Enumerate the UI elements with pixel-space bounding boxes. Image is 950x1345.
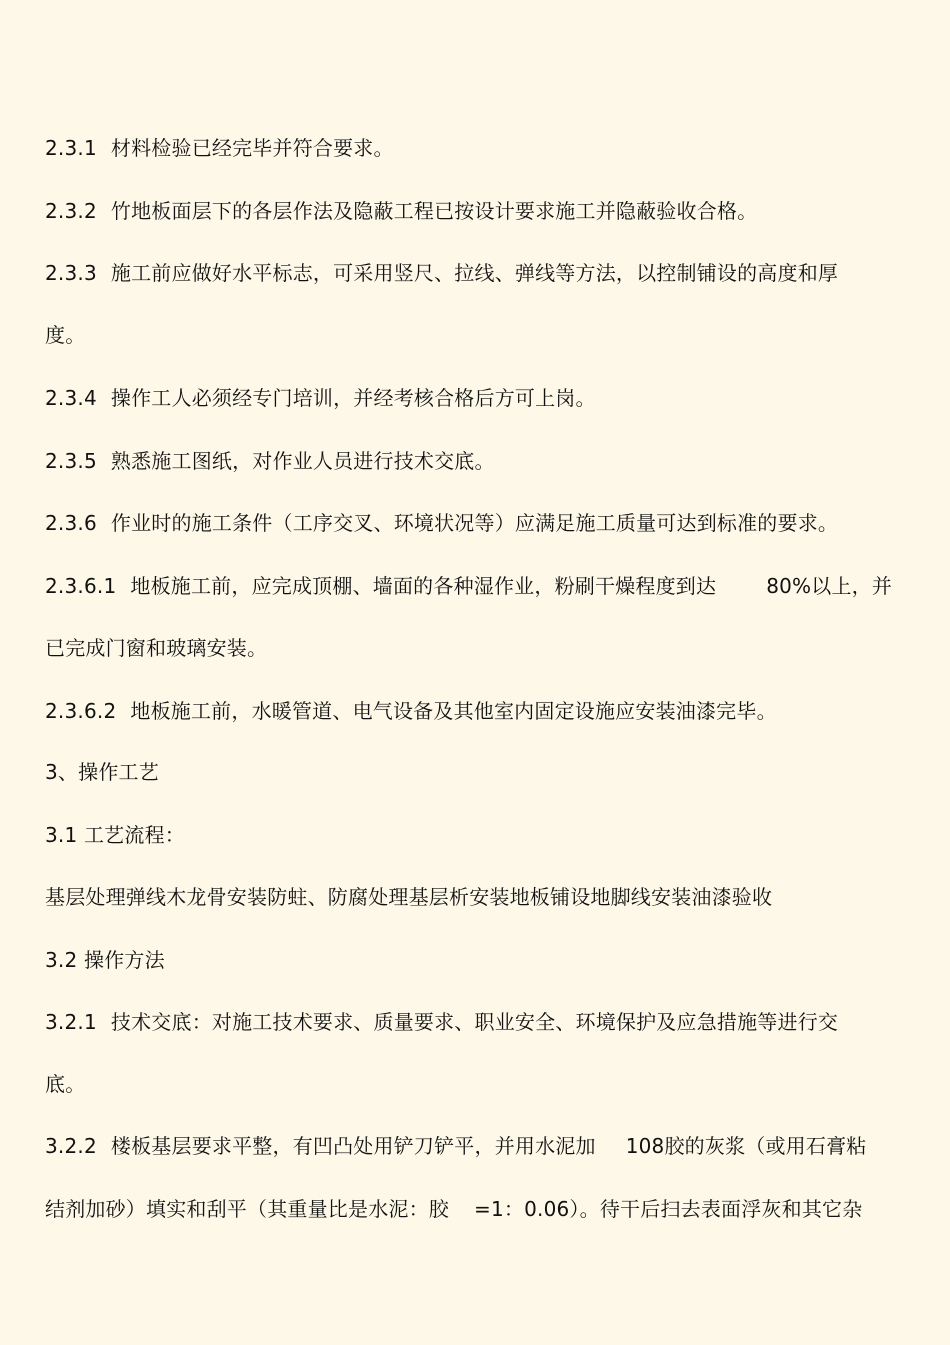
clause-3-2-2 bbox=[45, 1131, 866, 1161]
clause-2-3-1 bbox=[45, 133, 394, 163]
clause-text: 竹地板面层下的各层作法及隐蔽工程已按设计要求施工并隐蔽验收合格。 bbox=[110, 199, 758, 223]
clause-2-3-3-continuation bbox=[45, 320, 85, 350]
clause-text: 楼板基层要求平整，有凹凸处用铲刀铲平，并用水泥加 bbox=[110, 1134, 596, 1158]
clause-number: 2.3.6 bbox=[45, 511, 97, 535]
subsection-heading: 3.1 工艺流程： bbox=[45, 823, 185, 847]
continuation-text: 已完成门窗和玻璃安装。 bbox=[45, 636, 268, 660]
continuation-text: 结剂加砂）填实和刮平（其重量比是水泥：胶 bbox=[45, 1197, 449, 1221]
section-heading: 3、操作工艺 bbox=[45, 760, 159, 784]
clause-text: 作业时的施工条件（工序交叉、环境状况等）应满足施工质量可达到标准的要求。 bbox=[110, 511, 839, 535]
clause-text: 材料检验已经完毕并符合要求。 bbox=[110, 136, 394, 160]
clause-number: 2.3.6.2 bbox=[45, 699, 117, 723]
clause-text: 地板施工前，水暖管道、电气设备及其他室内固定设施应安装油漆完毕。 bbox=[130, 699, 777, 723]
clause-text: 施工前应做好水平标志，可采用竖尺、拉线、弹线等方法，以控制铺设的高度和厚 bbox=[110, 261, 839, 285]
clause-2-3-5 bbox=[45, 446, 495, 476]
clause-number: 2.3.2 bbox=[45, 199, 97, 223]
clause-3-2-2-continuation bbox=[45, 1194, 862, 1224]
clause-text: 地板施工前，应完成顶棚、墙面的各种湿作业，粉刷干燥程度到达 bbox=[130, 574, 717, 598]
clause-2-3-6-1-continuation bbox=[45, 633, 267, 663]
clause-number: 2.3.5 bbox=[45, 449, 97, 473]
clause-2-3-6-2 bbox=[45, 696, 777, 726]
clause-text-tail: 80%以上，并 bbox=[766, 574, 893, 598]
clause-2-3-3 bbox=[45, 258, 838, 288]
clause-text: 技术交底：对施工技术要求、质量要求、职业安全、环境保护及应急措施等进行交 bbox=[110, 1010, 839, 1034]
section-heading-3-2 bbox=[45, 945, 165, 975]
clause-2-3-6-1 bbox=[45, 571, 892, 601]
clause-number: 3.2.1 bbox=[45, 1010, 97, 1034]
clause-number: 3.2.2 bbox=[45, 1134, 97, 1158]
continuation-text-tail: =1：0.06）。待干后扫去表面浮灰和其它杂 bbox=[474, 1197, 863, 1221]
section-heading-3 bbox=[45, 757, 159, 787]
clause-3-2-1 bbox=[45, 1007, 838, 1037]
subsection-heading: 3.2 操作方法 bbox=[45, 948, 165, 972]
clause-text: 操作工人必须经专门培训，并经考核合格后方可上岗。 bbox=[110, 386, 596, 410]
clause-2-3-4 bbox=[45, 383, 596, 413]
clause-text-tail: 108胶的灰浆（或用石膏粘 bbox=[625, 1134, 867, 1158]
section-heading-3-1 bbox=[45, 820, 185, 850]
clause-number: 2.3.3 bbox=[45, 261, 97, 285]
clause-number: 2.3.4 bbox=[45, 386, 97, 410]
process-flow-text: 基层处理弹线木龙骨安装防蛀、防腐处理基层析安装地板铺设地脚线安装油漆验收 bbox=[45, 885, 773, 909]
continuation-text: 底。 bbox=[45, 1072, 86, 1096]
clause-2-3-6 bbox=[45, 508, 838, 538]
clause-3-2-1-continuation bbox=[45, 1069, 85, 1099]
continuation-text: 度。 bbox=[45, 323, 86, 347]
clause-number: 2.3.1 bbox=[45, 136, 97, 160]
clause-2-3-2 bbox=[45, 196, 757, 226]
clause-text: 熟悉施工图纸，对作业人员进行技术交底。 bbox=[110, 449, 495, 473]
clause-number: 2.3.6.1 bbox=[45, 574, 117, 598]
process-flow-line bbox=[45, 882, 772, 912]
